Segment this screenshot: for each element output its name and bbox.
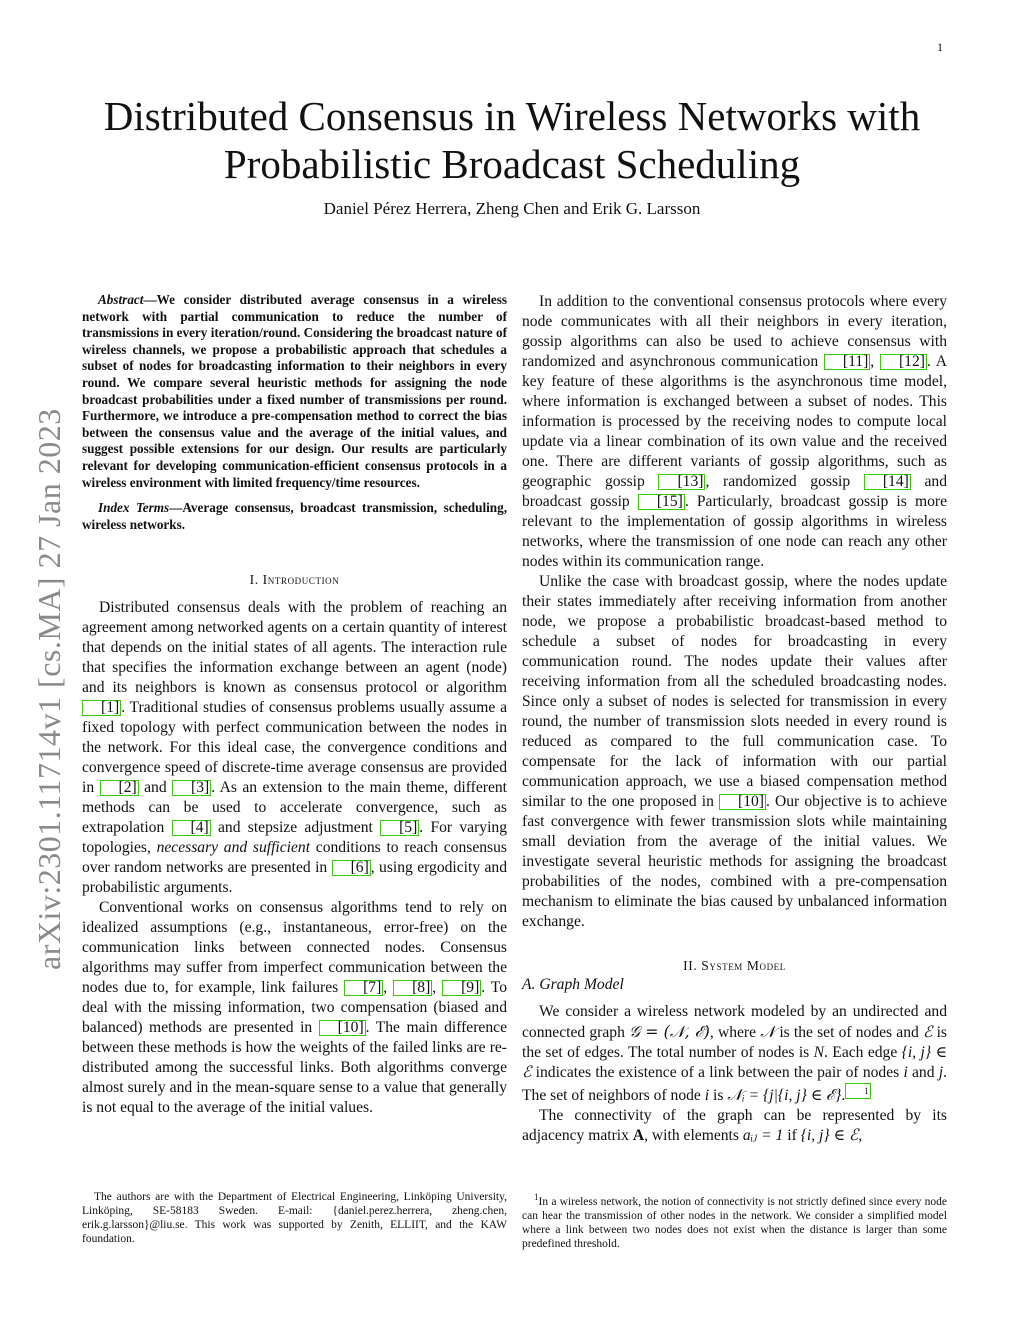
arxiv-stamp: arXiv:2301.11714v1 [cs.MA] 27 Jan 2023 <box>31 408 67 970</box>
authors: Daniel Pérez Herrera, Zheng Chen and Erik G. Larsson <box>323 199 701 218</box>
page-number: 1 <box>937 40 943 54</box>
intro-paragraph-1 <box>82 598 507 898</box>
footnote-number: 1 <box>534 1192 539 1202</box>
subsection-heading-graph-model: A. Graph Model <box>522 976 624 993</box>
citation-link[interactable]: [1] <box>82 700 121 716</box>
text-run: Conventional works on consensus algorithms tend to rely on idealized assumptions (e.g., instantaneous, error-free) on the communication links between connected nodes. Consensus algorithms may suffer from imperfect communication between the nodes due to, for example, link failures <box>82 899 507 997</box>
section-heading-introduction <box>82 572 507 588</box>
text-run: , using ergodicity and probabilistic arguments. <box>82 859 508 897</box>
section-title: System Model <box>701 958 786 973</box>
math-expression: {i, j} ∈ ℰ <box>522 1044 947 1081</box>
text-run: . To deal with the missing information, two compensation (biased and balanced) methods are presented in <box>82 979 508 1037</box>
footnote-left <box>82 1190 507 1246</box>
footnote-right <box>522 1190 947 1251</box>
math-expression: N <box>813 1044 825 1061</box>
text-run: , <box>870 353 880 370</box>
citation-link[interactable]: [10] <box>719 794 766 810</box>
text-run: . The set of neighbors of node <box>522 1064 947 1105</box>
text-run: is the set of edges. The total number of nodes is <box>522 1024 948 1061</box>
text-run: . For varying topologies, <box>82 819 508 857</box>
math-expression: A <box>632 1127 645 1145</box>
citation-link[interactable]: [9] <box>442 980 481 996</box>
section-number: I. <box>249 572 263 588</box>
math-expression: ℰ <box>922 1023 933 1041</box>
math-expression: i <box>903 1064 908 1081</box>
text-run: conditions to reach consensus over random networks are presented in <box>82 839 507 877</box>
connectivity-footnote <box>522 1190 947 1251</box>
math-expression: {i, j} ∈ ℰ, <box>800 1127 863 1145</box>
citation-link[interactable]: [14] <box>864 474 911 490</box>
index-terms: Index Terms—Average consensus, broadcast transmission, scheduling, wireless networks. <box>82 500 507 532</box>
math-expression: 𝒢 = (𝒩, ℰ) <box>629 1023 710 1041</box>
math-expression: aᵢⱼ = 1 <box>742 1127 784 1145</box>
text-run: . The main difference between these methods is how the weights of the failed links are re-distributed among the successful links. Both algorithms converge almost surely and in the mean-square sense to a value that generally is not equal to the average of the initial values. <box>82 1019 507 1117</box>
text-run: , where <box>709 1024 761 1041</box>
citation-link[interactable]: [13] <box>658 474 705 490</box>
text-run: , with elements <box>644 1127 743 1145</box>
text-run: and <box>907 1064 939 1081</box>
title-line-1: Distributed Consensus in Wireless Networks with <box>103 93 921 139</box>
citation-link[interactable]: [12] <box>880 354 927 370</box>
text-run: Unlike the case with broadcast gossip, where the nodes update their states immediately after receiving information from another node, we propose a probabilistic broadcast-based method to schedule a subset of nodes for broadcasting in every communication round. The nodes update their values after receiving information from all the scheduled broadcasting nodes. Since only a subset of nodes is selected for transmission in every round, the number of transmission slots needed in every round is reduced as compared to the full communication case. To compensate for the lack of information with our partial communication approach, we use a biased compensation method similar to the one proposed in <box>522 573 947 810</box>
intro-paragraph-2 <box>82 898 507 1118</box>
text-run: . Our objective is to achieve fast convergence with fewer transmission slots while maintaining small deviation from the average of the initial values. We investigate several heuristic methods for assigning the broadcast probabilities of the nodes, combined with a pre-compensation mechanism to eliminate the bias caused by unbalanced information exchange. <box>522 793 947 930</box>
text-run: . A key feature of these algorithms is the asynchronous time model, where information is exchanged between a subset of nodes. This information is processed by the receiving nodes to compute local update via a linear combination of its own value and the received one. There are different variants of gossip algorithms, such as geographic gossip <box>522 353 947 490</box>
left-column <box>82 292 507 1118</box>
citation-link[interactable]: [2] <box>100 780 139 796</box>
text-run: Distributed consensus deals with the problem of reaching an agreement among networked agents on a certain quantity of interest that depends on the initial states of all agents. The interaction rule that specifies the information exchange between an agent (node) and its neighbors is known as consensus protocol or algorithm <box>82 599 507 697</box>
index-terms-text: Average consensus, broadcast transmission, scheduling, wireless networks. <box>82 500 507 532</box>
text-run: , <box>383 979 394 997</box>
citation-link[interactable]: [7] <box>344 980 383 996</box>
text-run: We consider a wireless network modeled by an undirected and connected graph <box>522 1003 947 1041</box>
text-run: is <box>709 1087 728 1105</box>
text-run: indicates the existence of a link between the pair of nodes <box>531 1064 904 1081</box>
abstract: Abstract—We consider distributed average consensus in a wireless network with partial communication to reduce the number of transmissions in every iteration/round. Considering the broadcast nature of wireless channels, we propose a probabilistic approach that schedules a subset of nodes for broadcasting information to their neighbors in every round. We compare several heuristic methods for assigning the node broadcast probabilities under a fixed number of transmissions per round. Furthermore, we introduce a pre-compensation method to correct the bias between the consensus value and the average of the initial values, and suggest possible extensions for our design. Our results are particularly relevant for developing communication-efficient consensus protocols in a wireless environment with limited frequency/time resources. <box>82 292 507 490</box>
text-run: . <box>841 1087 846 1105</box>
right-paragraph-2 <box>522 572 947 932</box>
math-expression: 𝒩 <box>760 1023 776 1041</box>
text-run: The connectivity of the graph can be represented by its adjacency matrix <box>522 1107 947 1145</box>
citation-link[interactable]: [5] <box>380 820 419 836</box>
section-number: II. <box>683 958 702 973</box>
citation-link[interactable]: [6] <box>332 860 371 876</box>
citation-link[interactable]: [11] <box>824 354 870 370</box>
section-title: Introduction <box>262 572 340 588</box>
text-run: In addition to the conventional consensus protocols where every node communicates with all their neighbors in every iteration, gossip algorithms can also be used to achieve consensus with randomized and asynchronous communication <box>522 293 947 370</box>
citation-link[interactable]: [3] <box>172 780 211 796</box>
emphasis-text: necessary and sufficient <box>156 839 311 857</box>
text-run: and broadcast gossip <box>522 473 947 510</box>
text-run: , randomized gossip <box>705 473 864 490</box>
math-expression: j <box>938 1064 944 1081</box>
text-run: . Each edge <box>824 1044 902 1061</box>
footnote-marker-link[interactable]: 1 <box>845 1083 871 1099</box>
citation-link[interactable]: [10] <box>319 1020 366 1036</box>
right-column <box>522 292 947 1146</box>
paper-title <box>60 92 964 188</box>
right-paragraph-1 <box>522 292 947 572</box>
graph-paragraph-1 <box>522 1002 947 1106</box>
text-run: . As an extension to the main theme, different methods can be used to accelerate convergence, such as extrapolation <box>82 779 508 837</box>
index-terms-label: Index Terms <box>98 500 170 516</box>
section-heading-system-model <box>522 958 947 974</box>
citation-link[interactable]: [4] <box>172 820 211 836</box>
text-run: and <box>138 779 173 797</box>
text-run: if <box>783 1127 801 1145</box>
math-expression: 𝒩ᵢ = {j|{i, j} ∈ ℰ} <box>727 1087 842 1105</box>
abstract-label: Abstract <box>98 292 144 307</box>
abstract-text: We consider distributed average consensus in a wireless network with partial communication to reduce the number of transmissions in every iteration/round. Considering the broadcast nature of wireless channels, we propose a probabilistic approach that schedules a subset of nodes for broadcasting information to their neighbors in every round. We compare several heuristic methods for assigning the node broadcast probabilities under a fixed number of transmissions per round. Furthermore, we introduce a pre-compensation method to correct the bias between the consensus value and the average of the initial values, and suggest possible extensions for our design. Our results are particularly relevant for developing communication-efficient consensus protocols in a wireless environment with limited frequency/time resources. <box>82 292 507 490</box>
footnote-text: In a wireless network, the notion of connectivity is not strictly defined since every node can hear the transmission of other nodes in the network. We consider a simplified model where a link between two nodes does not exist when the distance is larger than some predefined threshold. <box>522 1195 947 1250</box>
citation-link[interactable]: [15] <box>638 494 685 510</box>
text-run: . Traditional studies of consensus problems usually assume a fixed topology with perfect communication between the nodes in the network. For this ideal case, the convergence conditions and convergence speed of discrete-time average consensus are provided in <box>82 699 507 797</box>
text-run: , <box>432 979 443 997</box>
title-line-2: Probabilistic Broadcast Scheduling <box>223 141 801 187</box>
math-expression: i <box>704 1087 710 1105</box>
text-run: . Particularly, broadcast gossip is more relevant to the implementation of gossip algorithms in wireless networks, where the transmission of one node can reach any other nodes within its communication range. <box>522 493 947 570</box>
citation-link[interactable]: [8] <box>393 980 432 996</box>
graph-paragraph-2 <box>522 1106 947 1146</box>
text-run: is the set of nodes and <box>775 1024 923 1041</box>
text-run: and stepsize adjustment <box>210 819 381 837</box>
author-affiliation-footnote: The authors are with the Department of Electrical Engineering, Linköping University, Linköping, SE-58183 Sweden. E-mail: {daniel.perez.herrera, zheng.chen, erik.g.larsson}@liu.se. This work was supported by Zenith, ELLIIT, and the KAW foundation. <box>82 1191 507 1245</box>
